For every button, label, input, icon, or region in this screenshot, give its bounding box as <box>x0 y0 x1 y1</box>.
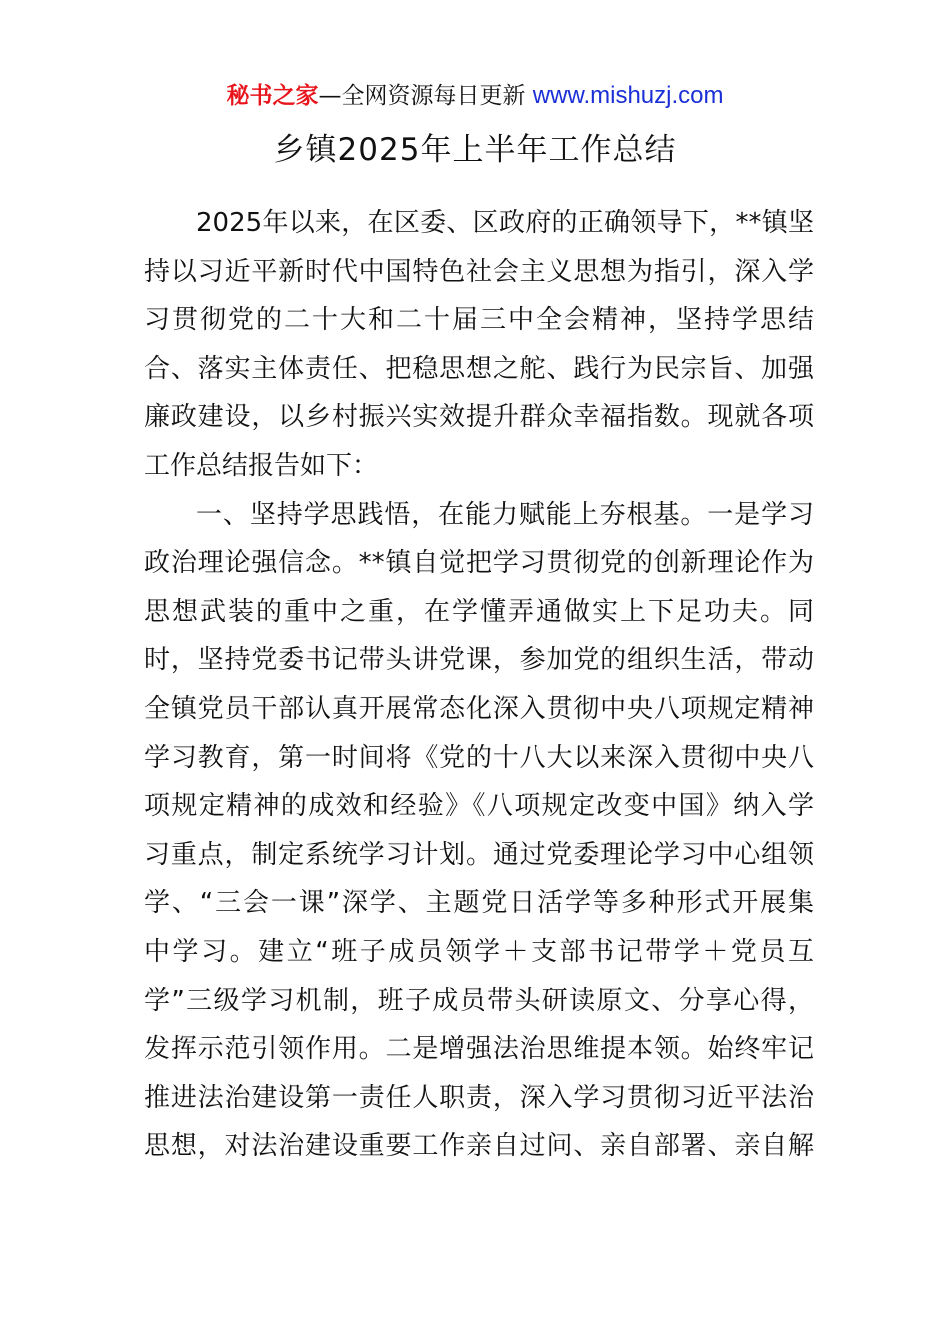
text-line: 习贯彻党的二十大和二十届三中全会精神，坚持学思结 <box>144 305 814 336</box>
text-line: 思想武装的重中之重，在学懂弄通做实上下足功夫。同 <box>144 596 814 627</box>
site-header <box>0 80 950 112</box>
text-line: 发挥示范引领作用。二是增强法治思维提本领。始终牢记 <box>144 1034 814 1065</box>
text-line: 廉政建设，以乡村振兴实效提升群众幸福指数。现就各项 <box>144 402 814 433</box>
text-line: 时，坚持党委书记带头讲党课，参加党的组织生活，带动 <box>144 645 814 676</box>
text-line: 合、落实主体责任、把稳思想之舵、践行为民宗旨、加强 <box>144 353 814 384</box>
text-line: 思想，对法治建设重要工作亲自过问、亲自部署、亲自解 <box>144 1131 814 1162</box>
text-line: 一、坚持学思践悟，在能力赋能上夯根基。一是学习 <box>196 499 814 530</box>
text-line: 工作总结报告如下： <box>144 450 379 481</box>
document-body <box>144 199 814 1171</box>
text-line: 持以习近平新时代中国特色社会主义思想为指引，深入学 <box>144 256 814 287</box>
text-line: 全镇党员干部认真开展常态化深入贯彻中央八项规定精神 <box>144 693 814 724</box>
text-line: 2025年以来，在区委、区政府的正确领导下，**镇坚 <box>196 208 814 238</box>
text-line: 项规定精神的成效和经验》《八项规定改变中国》纳入学 <box>144 791 814 822</box>
document-title: 乡镇2025年上半年工作总结 <box>273 132 677 168</box>
text-line: 习重点，制定系统学习计划。通过党委理论学习中心组领 <box>144 839 814 870</box>
text-line: 学”三级学习机制，班子成员带头研读原文、分享心得， <box>144 985 814 1016</box>
text-line: 推进法治建设第一责任人职责，深入学习贯彻习近平法治 <box>144 1082 814 1113</box>
text-line: 学、“三会一课”深学、主题党日活学等多种形式开展集 <box>144 888 814 919</box>
brand-name: 秘书之家 <box>226 83 319 109</box>
text-line: 学习教育，第一时间将《党的十八大以来深入贯彻中央八 <box>144 742 814 773</box>
site-url-link[interactable]: www.mishuzj.com <box>532 82 724 109</box>
text-line: 中学习。建立“班子成员领学＋支部书记带学＋党员互 <box>144 936 814 967</box>
header-tagline: —全网资源每日更新 <box>318 83 526 109</box>
text-line: 政治理论强信念。**镇自觉把学习贯彻党的创新理论作为 <box>144 548 814 579</box>
